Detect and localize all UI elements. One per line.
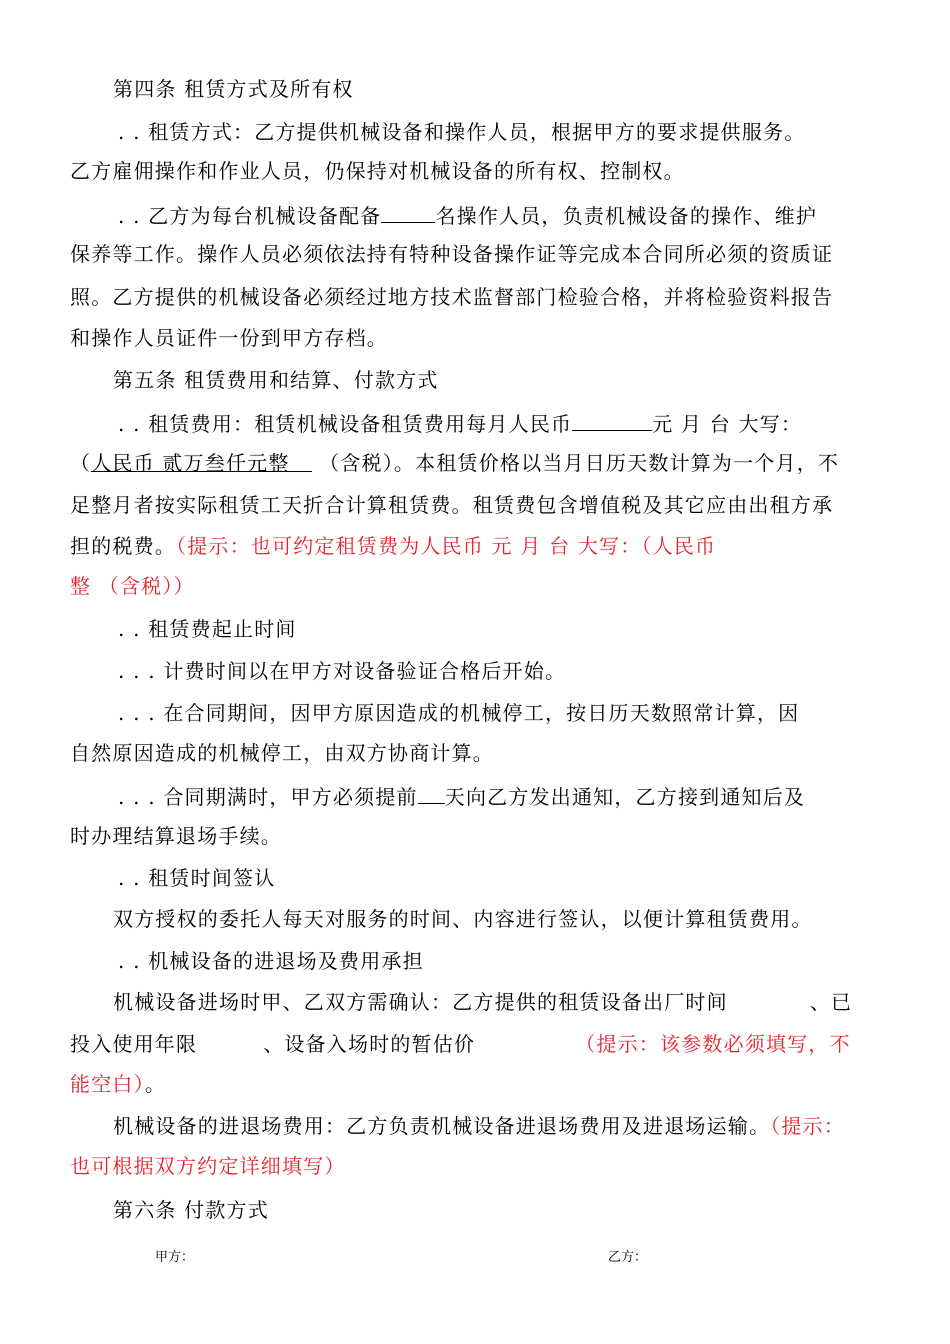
entry-cost-text: 机械设备的进退场费用：乙方负责机械设备进退场费用及进退场运输。 xyxy=(113,1114,771,1138)
notice-days-blank[interactable] xyxy=(418,781,445,804)
article4-heading: 第四条 租赁方式及所有权 xyxy=(113,77,354,101)
article4-p1-line1: . . 租赁方式：乙方提供机械设备和操作人员，根据甲方的要求提供服务。 xyxy=(118,120,806,144)
article4-p2-line3: 照。乙方提供的机械设备必须经过地方技术监督部门检验合格，并将检验资料报告 xyxy=(70,285,834,309)
entry-cost-hint: （提示： xyxy=(770,1114,846,1138)
entry-cost-line1 xyxy=(113,1112,845,1140)
fee-hint-line5: 整 （含税）） xyxy=(70,574,195,598)
time-signoff-text: 双方授权的委托人每天对服务的时间、内容进行签认，以便计算租赁费用。 xyxy=(113,907,813,931)
rental-period-item1: . . . 计费时间以在甲方对设备验证合格后开始。 xyxy=(118,659,567,683)
article4-p1-line2: 乙方雇佣操作和作业人员，仍保持对机械设备的所有权、控制权。 xyxy=(70,159,685,183)
entry-line1 xyxy=(113,988,852,1016)
entry-line3 xyxy=(70,1070,166,1098)
entry-exit-heading: . . 机械设备的进退场及费用承担 xyxy=(118,949,424,973)
fee-line4 xyxy=(70,532,716,560)
article4-p2-line2: 保养等工作。操作人员必须依法持有特种设备操作证等完成本合同所必须的资质证 xyxy=(70,242,834,266)
fee-line1 xyxy=(118,408,802,438)
entry-text-b: 、已 xyxy=(809,990,853,1014)
entry-line2 xyxy=(70,1030,851,1058)
rental-period-item3-line1 xyxy=(118,781,805,811)
article4-p2-text-a: . . 乙方为每台机械设备配备 xyxy=(118,204,382,228)
article5-heading: 第五条 租赁费用和结算、付款方式 xyxy=(113,368,439,392)
entry-years-text: 投入使用年限 xyxy=(70,1032,198,1056)
rental-period-item3-line2: 时办理结算退场手续。 xyxy=(70,824,282,848)
article4-p2-line1 xyxy=(118,200,817,230)
fee-paren-open: （ xyxy=(70,451,92,475)
entry-period: 。 xyxy=(144,1072,167,1096)
fee-hint: （提示：也可约定租赁费为人民币 元 月 台 大写：（人民币 xyxy=(176,534,717,558)
article4-p2-line4: 和操作人员证件一份到甲方存档。 xyxy=(70,326,388,350)
article4-p2-text-b: 名操作人员，负责机械设备的操作、维护 xyxy=(435,204,818,228)
notice-text-a: . . . 合同期满时，甲方必须提前 xyxy=(118,785,418,809)
entry-hint-cont: 能空白） xyxy=(70,1072,145,1096)
party-a-label: 甲方： xyxy=(155,1250,195,1265)
rental-period-item2-line2: 自然原因造成的机械停工，由双方协商计算。 xyxy=(70,741,494,765)
fee-line3: 足整月者按实际租赁工天折合计算租赁费。租赁费包含增值税及其它应由出租方承 xyxy=(70,493,834,517)
article6-heading: 第六条 付款方式 xyxy=(113,1198,269,1222)
monthly-fee-blank[interactable] xyxy=(572,408,652,431)
rental-period-item2-line1: . . . 在合同期间，因甲方原因造成的机械停工，按日历天数照常计算，因 xyxy=(118,701,800,725)
party-b-label: 乙方： xyxy=(608,1250,648,1265)
fee-text-a: . . 租赁费用：租赁机械设备租赁费用每月人民币 xyxy=(118,412,573,436)
fee-text-b: 元 月 台 大写： xyxy=(652,412,803,436)
entry-hint: （提示：该参数必须填写，不 xyxy=(575,1032,851,1056)
fee-amount-uppercase: 人民币 贰万叁仟元整 xyxy=(91,449,311,472)
entry-cost-hint-line2: 也可根据双方约定详细填写） xyxy=(70,1154,346,1178)
rental-period-heading: . . 租赁费起止时间 xyxy=(118,617,297,641)
fee-line2 xyxy=(70,449,839,477)
fee-text-c: （含税）。本租赁价格以当月日历天数计算为一个月，不 xyxy=(311,451,840,475)
entry-price-text: 、设备入场时的暂估价 xyxy=(263,1032,476,1056)
entry-text-a: 机械设备进场时甲、乙双方需确认：乙方提供的租赁设备出厂时间 xyxy=(113,990,728,1014)
notice-text-b: 天向乙方发出通知，乙方接到通知后及 xyxy=(444,785,806,809)
operator-count-blank[interactable] xyxy=(381,200,435,223)
fee-tax-text: 担的税费。 xyxy=(70,534,176,558)
time-signoff-heading: . . 租赁时间签认 xyxy=(118,866,276,890)
